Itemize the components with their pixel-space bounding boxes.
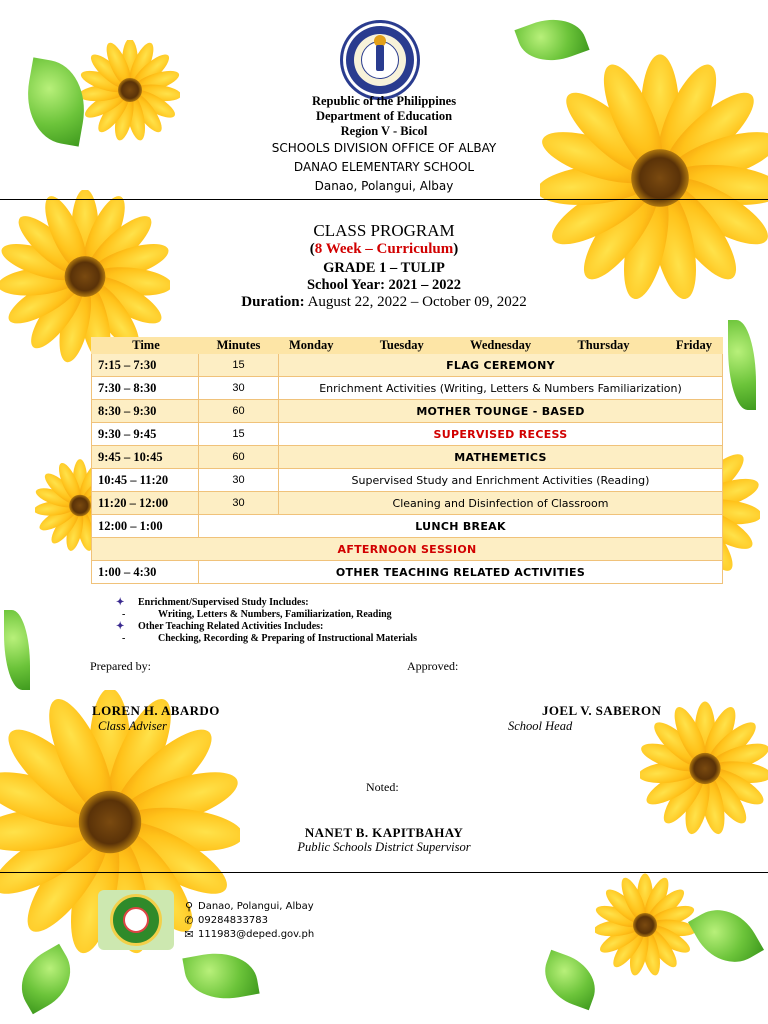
row-time: 7:30 – 8:30: [92, 377, 199, 400]
supervisor-role: Public Schools District Supervisor: [297, 840, 471, 854]
header-tuesday: Tuesday: [379, 338, 424, 352]
header-time: Time: [92, 338, 199, 354]
leaf-decoration: [688, 896, 764, 976]
prepared-by-label: Prepared by:: [90, 659, 151, 673]
header-monday: Monday: [289, 338, 334, 352]
row-minutes: 30: [199, 492, 279, 515]
row-time: 10:45 – 11:20: [92, 469, 199, 492]
row-time: 7:15 – 7:30: [92, 354, 199, 377]
row-activity: AFTERNOON SESSION: [92, 538, 723, 561]
leaf-decoration: [4, 610, 30, 690]
noted-label: Noted:: [366, 780, 399, 794]
header-thursday: Thursday: [577, 338, 630, 352]
table-row: [92, 561, 723, 584]
email-icon: ✉: [184, 928, 194, 941]
note-item: ✦ Other Teaching Related Activities Includes:: [116, 621, 324, 632]
class-schedule-table: [91, 337, 723, 584]
header-friday: Friday: [675, 338, 712, 352]
row-activity: LUNCH BREAK: [199, 515, 723, 538]
table-row: [92, 400, 723, 423]
row-minutes: 60: [199, 400, 279, 423]
header-address: Danao, Polangui, Albay: [314, 179, 454, 193]
adviser-role: Class Adviser: [98, 719, 167, 733]
leaf-decoration: [536, 950, 604, 1010]
row-minutes: 15: [199, 423, 279, 446]
header-minutes: Minutes: [199, 338, 279, 354]
row-minutes: 60: [199, 446, 279, 469]
program-title: CLASS PROGRAM: [313, 221, 455, 240]
program-duration: [0, 294, 768, 311]
header-school: DANAO ELEMENTARY SCHOOL: [293, 160, 475, 174]
flower-decoration: [595, 855, 695, 1005]
row-activity: FLAG CEREMONY: [279, 354, 723, 377]
header-division: SCHOOLS DIVISION OFFICE OF ALBAY: [271, 141, 497, 155]
row-minutes: 15: [199, 354, 279, 377]
footer-email: ✉ 111983@deped.gov.ph: [182, 928, 314, 941]
school-head-name: JOEL V. SABERON: [542, 703, 662, 718]
table-row: [92, 538, 723, 561]
row-time: 1:00 – 4:30: [92, 561, 199, 584]
table-row: [92, 446, 723, 469]
phone-icon: ✆: [184, 914, 194, 927]
note-subitem: - Writing, Letters & Numbers, Familiarization, Reading: [122, 609, 392, 620]
row-activity: Enrichment Activities (Writing, Letters & Numbers Familiarization): [279, 377, 723, 400]
adviser-name: LOREN H. ABARDO: [92, 703, 220, 718]
star-bullet-icon: ✦: [116, 597, 125, 608]
row-time: 8:30 – 9:30: [92, 400, 199, 423]
row-activity: Cleaning and Disinfection of Classroom: [279, 492, 723, 515]
table-header-row: [92, 338, 723, 354]
header-divider: [0, 199, 768, 200]
program-curriculum: (8 Week – Curriculum): [309, 241, 459, 257]
curriculum-label: 8 Week – Curriculum: [314, 241, 454, 257]
row-minutes: 30: [199, 469, 279, 492]
school-head-role: School Head: [508, 719, 573, 733]
row-activity: MOTHER TOUNGE - BASED: [279, 400, 723, 423]
program-school-year: School Year: 2021 – 2022: [306, 277, 462, 293]
location-pin-icon: ⚲: [184, 900, 194, 913]
footer-divider: [0, 872, 768, 873]
footer-address: ⚲ Danao, Polangui, Albay: [182, 900, 314, 913]
table-row: [92, 492, 723, 515]
star-bullet-icon: ✦: [116, 621, 125, 632]
header-department: Department of Education: [315, 109, 453, 123]
row-activity: OTHER TEACHING RELATED ACTIVITIES: [199, 561, 723, 584]
row-activity: Supervised Study and Enrichment Activities (Reading): [279, 469, 723, 492]
header-wednesday: Wednesday: [470, 338, 532, 352]
table-row: [92, 515, 723, 538]
school-logo: [98, 890, 174, 950]
row-activity: SUPERVISED RECESS: [279, 423, 723, 446]
header-region: Region V - Bicol: [340, 124, 428, 138]
deped-seal-logo: [340, 20, 420, 100]
header-days: [279, 338, 723, 354]
supervisor-name: NANET B. KAPITBAHAY: [304, 825, 464, 840]
row-time: 9:45 – 10:45: [92, 446, 199, 469]
row-minutes: 30: [199, 377, 279, 400]
table-row: [92, 423, 723, 446]
notes-section: [116, 597, 417, 645]
note-item: ✦ Enrichment/Supervised Study Includes:: [116, 597, 309, 608]
row-time: 12:00 – 1:00: [92, 515, 199, 538]
duration-label: Duration:: [241, 294, 305, 310]
header-country: Republic of the Philippines: [311, 94, 457, 108]
program-grade: GRADE 1 – TULIP: [323, 260, 445, 276]
row-time: 11:20 – 12:00: [92, 492, 199, 515]
table-row: [92, 469, 723, 492]
duration-value: August 22, 2022 – October 09, 2022: [307, 294, 527, 310]
row-activity: MATHEMETICS: [279, 446, 723, 469]
table-row: [92, 377, 723, 400]
approved-label: Approved:: [407, 659, 459, 673]
footer-phone: ✆ 09284833783: [182, 914, 268, 927]
table-row: [92, 354, 723, 377]
row-time: 9:30 – 9:45: [92, 423, 199, 446]
note-subitem: - Checking, Recording & Preparing of Instructional Materials: [122, 633, 417, 644]
